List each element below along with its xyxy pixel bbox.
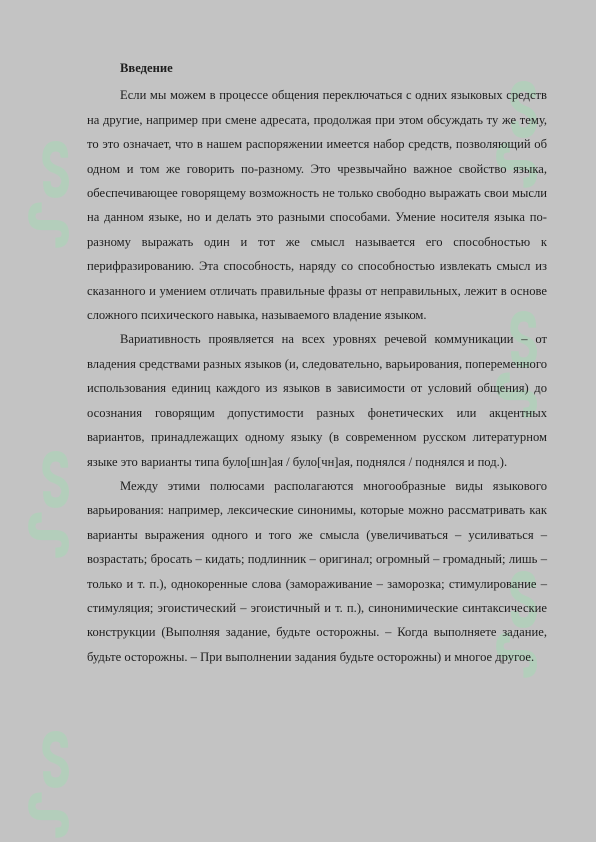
watermark: ᔑᔕ [20, 728, 80, 840]
paragraph-varieties: Между этими полюсами располагаются многообразные виды языкового варьирования: например, лексические синонимы, которые можно рассматривать как варианты выражения одного и того же смысла (увеличиваться – усиливаться – возрастать; бросать – кидать; подлинник – оригинал; огромный – громадный; лишь – только и т. п.), однокоренные слова (замораживание – заморозка; стимулирование – стимуляция; эгоистический – эгоистичный и т. п.), синонимические синтаксические конструкции (Выполняя задание, будьте осторожны. – Когда выполняете задание, будьте осторожны. – При выполнении задания будьте осторожны) и многое другое. [87, 478, 547, 664]
watermark: ᔑᔕ [488, 308, 548, 420]
paragraph-variativity: Вариативность проявляется на всех уровнях речевой коммуникации – от владения средствами разных языков (и, следовательно, варьирования, попеременного использования единиц каждого из языков в зависимости от условий общения) до осознания говорящим допустимости разных фонетических или акцентных вариантов, принадлежащих одному языку (в современном русском литературном языке это варианты типа було[шн]ая / було[чн]ая, поднялся / поднялся и под.). [87, 332, 547, 469]
paragraph-intro: Если мы можем в процессе общения переключаться с одних языковых средств на другие, например при смене адресата, продолжая при этом обсуждать ту же тему, то это означает, что в нашем распоряжении имеется набор средств, позволяющий об одном и том же говорить по-разному. Это чрезвычайно важное свойство языка, обеспечивающее говорящему возможность не только свободно выражать свои мысли на данном языке, но и делать это разными способами. Умение носителя языка по-разному выражать один и тот же смысл называется его способностью к перифразированию. Эта способность, наряду со способностью извлекать смысл из сказанного и умением отличать правильные фразы от неправильных, лежит в основе сложного психического навыка, называемого владение языком. [87, 88, 547, 323]
document-heading: Введение [120, 61, 173, 75]
document-page [87, 56, 547, 669]
watermark: ᔑᔕ [488, 568, 548, 680]
watermark: ᔑᔕ [20, 448, 80, 560]
watermark: ᔑᔕ [20, 138, 80, 250]
watermark: ᔑᔕ [488, 78, 548, 190]
